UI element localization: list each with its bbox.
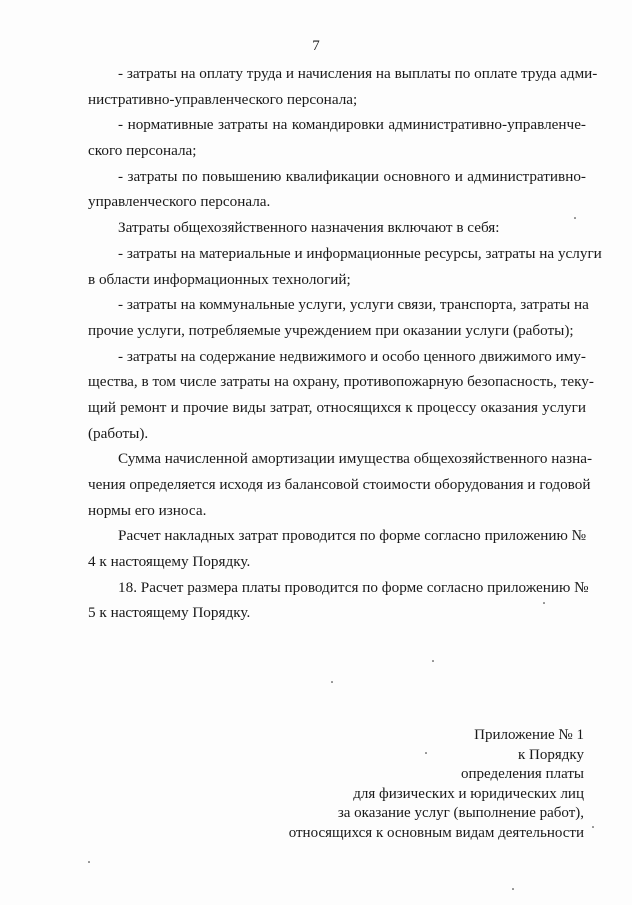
scan-speck bbox=[574, 217, 576, 219]
text-line: - затраты на оплату труда и начисления на выплаты по оплате труда адми- bbox=[118, 65, 598, 82]
scan-speck bbox=[592, 826, 594, 828]
scan-speck bbox=[512, 888, 514, 890]
text-line: - нормативные затраты на командировки административно-управленче- bbox=[118, 116, 586, 134]
scan-speck bbox=[425, 752, 427, 754]
text-line: в области информационных технологий; bbox=[88, 270, 351, 288]
text-line: 18. Расчет размера платы проводится по форме согласно приложению № bbox=[118, 578, 589, 596]
appendix-block bbox=[164, 726, 584, 843]
text-line: 5 к настоящему Порядку. bbox=[88, 604, 251, 622]
text-line: - затраты на коммунальные услуги, услуги связи, транспорта, затраты на bbox=[118, 296, 589, 314]
appendix-line: определения платы bbox=[460, 766, 584, 782]
appendix-line: за оказание услуг (выполнение работ), bbox=[337, 805, 584, 821]
appendix-line: относящихся к основным видам деятельности bbox=[288, 824, 584, 841]
text-line: нормы его износа. bbox=[88, 501, 207, 519]
text-line: - затраты на содержание недвижимого и особо ценного движимого иму- bbox=[118, 347, 586, 365]
text-line: 4 к настоящему Порядку. bbox=[88, 553, 251, 571]
appendix-line: для физических и юридических лиц bbox=[353, 785, 584, 802]
text-line: щий ремонт и прочие виды затрат, относящихся к процессу оказания услуги bbox=[88, 398, 586, 416]
text-line: Сумма начисленной амортизации имущества общехозяйственного назна- bbox=[118, 450, 593, 468]
text-line: - затраты на материальные и информационные ресурсы, затраты на услуги bbox=[118, 244, 602, 262]
body-text bbox=[88, 61, 602, 626]
text-line: нистративно-управленческого персонала; bbox=[88, 90, 358, 108]
text-line: (работы). bbox=[88, 424, 149, 442]
text-line: управленческого персонала. bbox=[88, 193, 271, 211]
text-line: - затраты по повышению квалификации основного и административно- bbox=[118, 167, 586, 185]
text-line: ского персонала; bbox=[88, 142, 197, 160]
text-line: Затраты общехозяйственного назначения включают в себя: bbox=[118, 219, 500, 237]
text-line: чения определяется исходя из балансовой стоимости оборудования и годовой bbox=[88, 476, 591, 493]
scan-speck bbox=[543, 602, 545, 604]
text-line: прочие услуги, потребляемые учреждением при оказании услуги (работы); bbox=[88, 321, 574, 339]
appendix-title: Приложение № 1 bbox=[474, 727, 584, 743]
scan-speck bbox=[88, 861, 90, 863]
appendix-line: к Порядку bbox=[518, 746, 584, 763]
scan-speck bbox=[432, 660, 434, 662]
page-number: 7 bbox=[312, 38, 320, 54]
text-line: щества, в том числе затраты на охрану, противопожарную безопасность, теку- bbox=[88, 373, 594, 391]
text-line: Расчет накладных затрат проводится по форме согласно приложению № bbox=[118, 527, 587, 545]
scan-speck bbox=[331, 681, 333, 683]
